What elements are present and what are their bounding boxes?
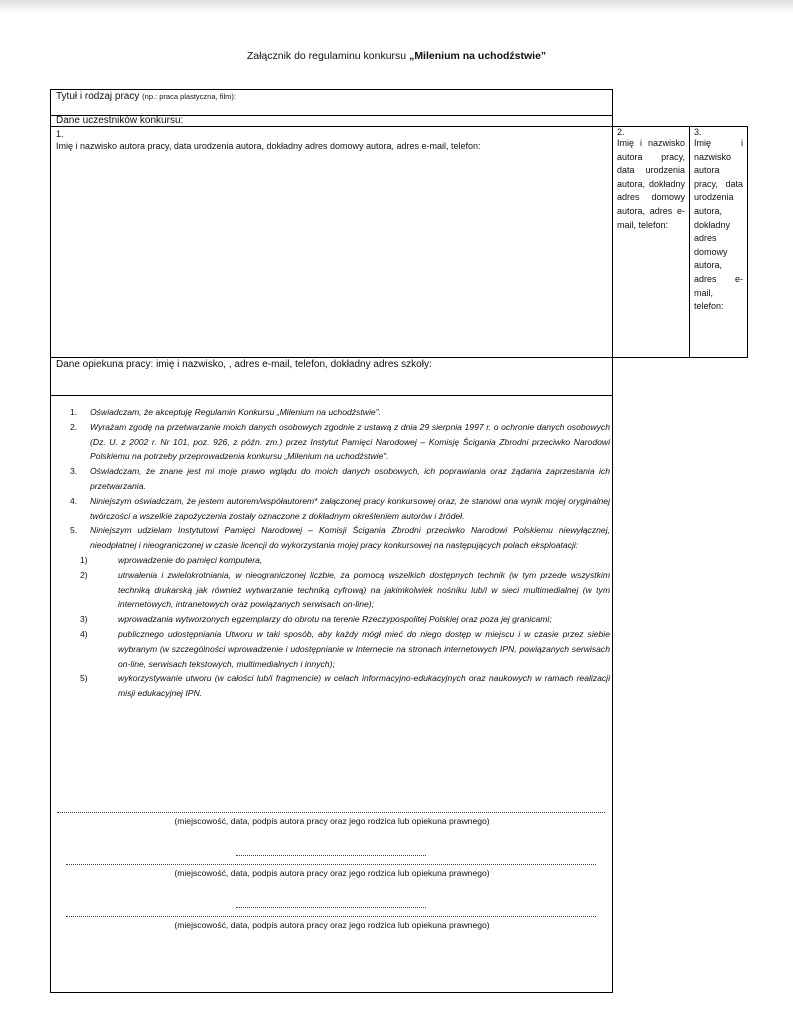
declaration-text: Oświadczam, że akceptuję Regulamin Konkursu „Milenium na uchodźstwie”.	[90, 407, 381, 417]
signature-caption-1: (miejscowość, data, podpis autora pracy oraz jego rodzica lub opiekuna prawnego)	[174, 816, 490, 826]
field-item	[80, 568, 610, 612]
guardian-field[interactable]	[50, 357, 613, 396]
field-item	[80, 671, 610, 701]
contest-name: „Milenium na uchodźstwie”	[409, 50, 547, 62]
signature-caption-3: (miejscowość, data, podpis autora pracy oraz jego rodzica lub opiekuna prawnego)	[174, 920, 490, 930]
page-title	[0, 50, 793, 62]
participant-3-text: Imię i nazwisko autora pracy, data urodzenia autora, dokładny adres domowy autora, adres e-mail, telefon:	[694, 138, 743, 312]
declaration-item	[52, 523, 610, 701]
viewer-top-bar	[0, 0, 793, 14]
field-number: 3)	[80, 614, 88, 625]
participant-3-field[interactable]	[689, 126, 748, 358]
declaration-number: 4.	[70, 495, 78, 506]
participant-1-field[interactable]	[50, 126, 613, 358]
declaration-text: Niniejszym udzielam Instytutowi Pamięci Narodowej – Komisji Ścigania Zbrodni przeciwko Narodowi Polskiemu niewyłącznej, nieodpłatnej i nieograniczonej w czasie licencji do wykorzystania mojej pracy konkursowej na następujących polach eksploatacji:	[90, 525, 610, 551]
signature-line-3[interactable]	[66, 916, 596, 917]
declaration-number: 2.	[70, 421, 78, 432]
field-number: 5)	[80, 673, 88, 684]
participant-2-text: Imię i nazwisko autora pracy, data urodzenia autora, dokładny adres domowy autora, adres e-mail, telefon:	[617, 138, 685, 230]
declaration-text: Niniejszym oświadczam, że jestem autorem/współautorem* załączonej pracy konkursowej oraz, że stanowi ona wynik mojej oryginalnej twórczości a wszelkie zapożyczenia zostały oznaczone z dokładnym określeniem autorów i źródeł.	[90, 495, 610, 521]
declaration-number: 1.	[70, 407, 78, 417]
participant-2-field[interactable]	[612, 126, 690, 358]
field-item	[80, 553, 610, 568]
participants-label: Dane uczestników konkursu:	[56, 115, 184, 126]
work-title-hint: (np.: praca plastyczna, film):	[142, 92, 236, 101]
declarations-list	[52, 405, 610, 701]
declaration-item	[52, 420, 610, 464]
field-item	[80, 627, 610, 671]
participant-3-number: 3.	[694, 127, 702, 137]
guardian-label: Dane opiekuna pracy: imię i nazwisko, , adres e-mail, telefon, dokładny adres szkoły:	[56, 359, 432, 370]
declaration-text: Oświadczam, że znane jest mi moje prawo wglądu do moich danych osobowych, ich poprawiania oraz żądania zaprzestania ich przetwarzania.	[90, 466, 610, 491]
declaration-number: 3.	[70, 466, 78, 477]
declaration-item	[52, 464, 610, 494]
field-text: wprowadzania wytworzonych egzemplarzy do obrotu na terenie Rzeczypospolitej Polskiej oraz poza jej granicami;	[118, 614, 552, 625]
field-number: 1)	[80, 554, 88, 565]
title-prefix: Załącznik do regulaminu konkursu	[246, 50, 410, 62]
declaration-item	[52, 494, 610, 524]
field-text: utrwalenia i zwielokrotniania, w nieograniczonej liczbie, za pomocą wszelkich dostępnych technik (w tym przede wszystkim techniką drukarską jak również wytwarzanie techniką cyfrową) na jakimkolwiek nośniku lub/i w sieci multimedialnej (w tym internetowych, intranetowych oraz powiązanych serwisach on-line);	[118, 569, 610, 610]
field-number: 4)	[80, 628, 88, 639]
field-text: wprowadzenie do pamięci komputera,	[118, 554, 263, 565]
declaration-text: Wyrażam zgodę na przetwarzanie moich danych osobowych zgodnie z ustawą z dnia 29 sierpnia 1997 r. o ochronie danych osobowych (Dz. U. z 2002 r. Nr 101, poz. 926, z późn. zm.) przez Instytut Pamięci Narodowej – Komisję Ścigania Zbrodni przeciwko Narodowi Polskiemu na potrzeby przeprowadzenia konkursu „Milenium na uchodźstwie”.	[90, 421, 610, 462]
field-item	[80, 612, 610, 627]
signature-caption-2: (miejscowość, data, podpis autora pracy oraz jego rodzica lub opiekuna prawnego)	[174, 868, 490, 878]
field-number: 2)	[80, 569, 88, 580]
signature-line-2-short[interactable]	[236, 855, 426, 856]
work-title-field[interactable]	[50, 89, 613, 116]
participant-1-number: 1.	[56, 129, 64, 139]
participant-2-number: 2.	[617, 127, 625, 137]
signature-line-1[interactable]	[57, 812, 605, 813]
signature-line-3-short[interactable]	[236, 907, 426, 908]
work-title-label: Tytuł i rodzaj pracy	[56, 91, 140, 102]
signature-line-2[interactable]	[66, 864, 596, 865]
field-text: publicznego udostępniania Utworu w taki sposób, aby każdy mógł mieć do niego dostęp w miejscu i w czasie przez siebie wybranym (w szczególności wprowadzenie i udostępnianie w Internecie na stronach internetowych IPN, powiązanych serwisach on-line, serwisach tekstowych, multimedialnych i innych);	[118, 628, 610, 669]
declaration-number: 5.	[70, 525, 78, 536]
participant-1-text: Imię i nazwisko autora pracy, data urodzenia autora, dokładny adres domowy autora, adres e-mail, telefon:	[56, 141, 481, 151]
declaration-item	[52, 405, 610, 420]
field-text: wykorzystywanie utworu (w całości lub/i fragmencie) w celach informacyjno-edukacyjnych oraz naukowych w ramach realizacji misji edukacyjnej IPN.	[118, 673, 610, 699]
